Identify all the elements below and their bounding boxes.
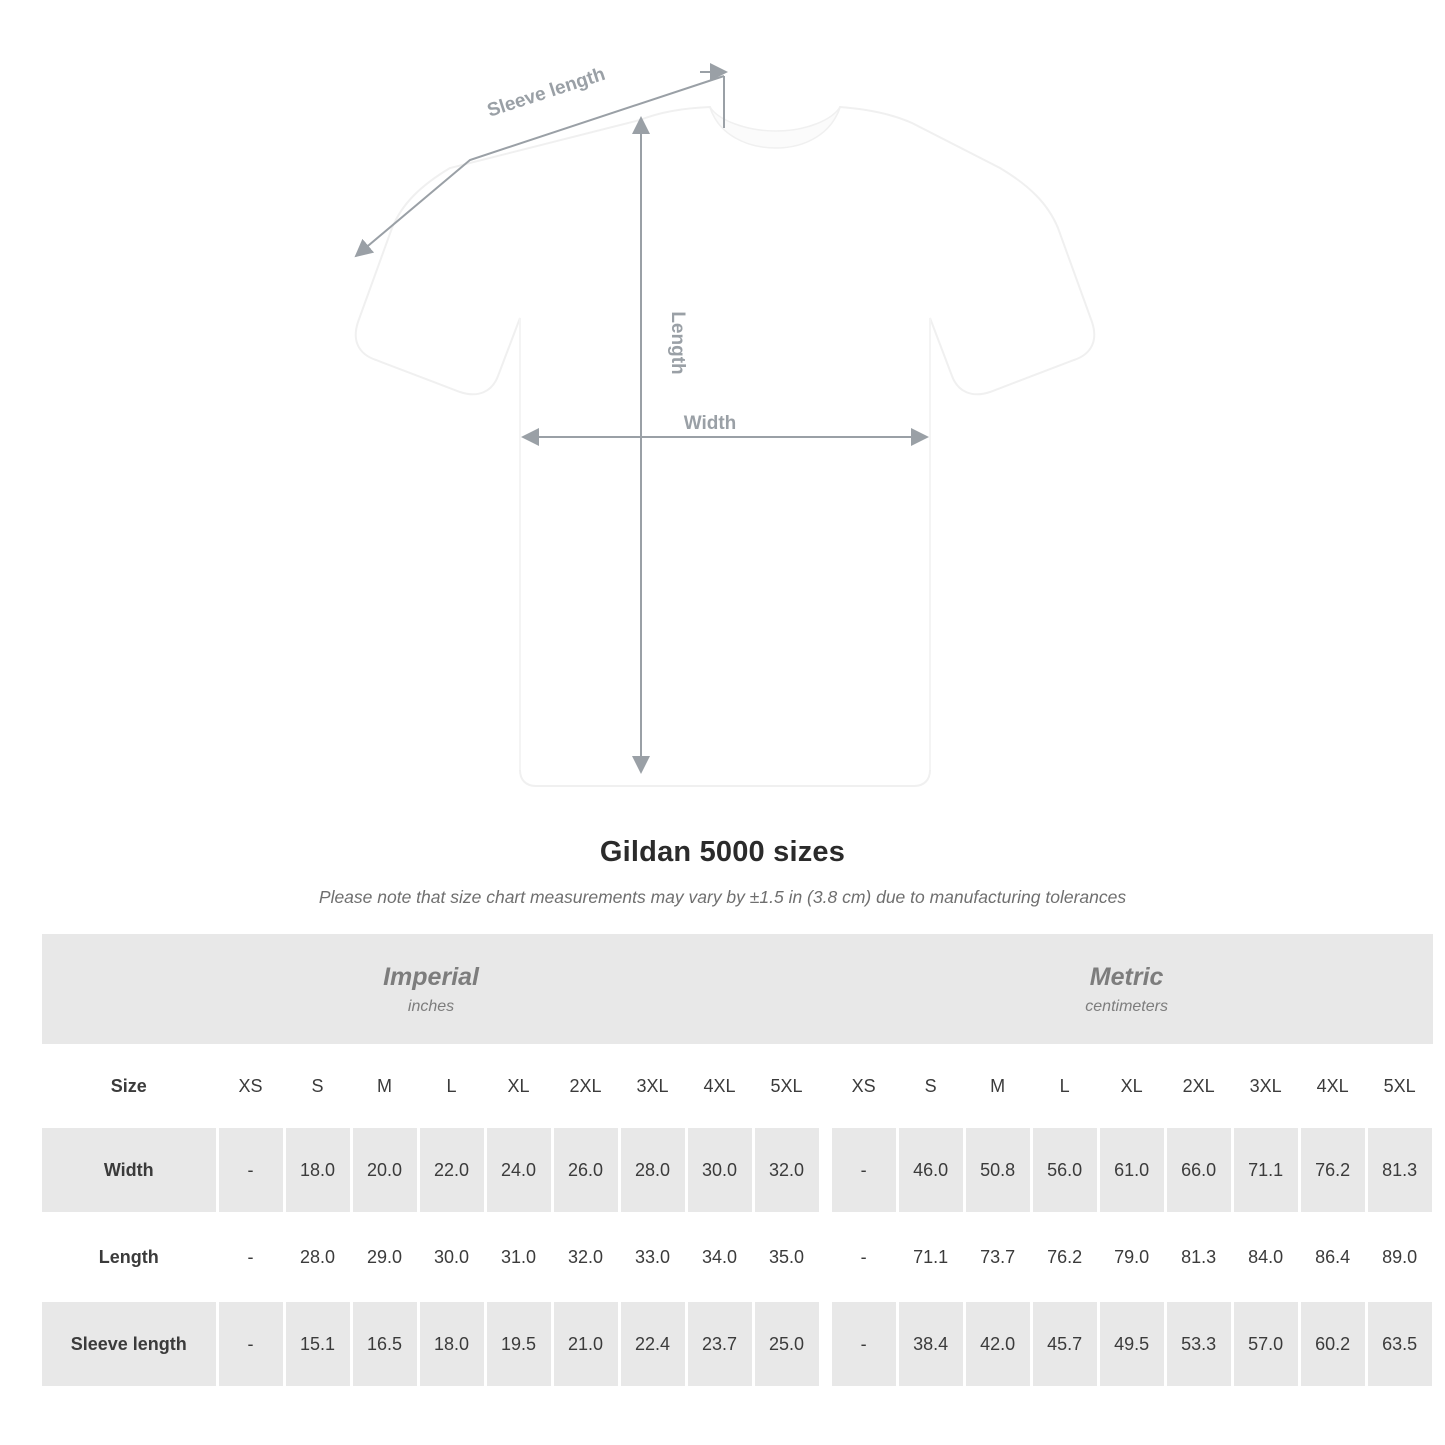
table-row	[42, 1301, 1433, 1388]
cell-length-met-l: 76.2	[1031, 1214, 1098, 1301]
cell-width-imp-l: 22.0	[418, 1128, 485, 1214]
cell-length-imp-3xl: 33.0	[619, 1214, 686, 1301]
size-header-met-4xl: 4XL	[1299, 1044, 1366, 1128]
cell-width-met-xl: 61.0	[1098, 1128, 1165, 1214]
size-header-imp-2xl: 2XL	[552, 1044, 619, 1128]
cell-length-met-2xl: 81.3	[1165, 1214, 1232, 1301]
column-gap	[820, 1128, 830, 1214]
cell-sleeve-imp-s: 15.1	[284, 1301, 351, 1388]
table-row	[42, 1128, 1433, 1214]
cell-sleeve-imp-3xl: 22.4	[619, 1301, 686, 1388]
cell-width-imp-s: 18.0	[284, 1128, 351, 1214]
cell-sleeve-imp-xl: 19.5	[485, 1301, 552, 1388]
size-header-imp-xl: XL	[485, 1044, 552, 1128]
row-label-width: Width	[42, 1128, 217, 1214]
cell-length-met-s: 71.1	[897, 1214, 964, 1301]
cell-sleeve-met-xs: -	[830, 1301, 897, 1388]
cell-width-met-2xl: 66.0	[1165, 1128, 1232, 1214]
size-header-met-l: L	[1031, 1044, 1098, 1128]
cell-sleeve-met-s: 38.4	[897, 1301, 964, 1388]
cell-length-imp-s: 28.0	[284, 1214, 351, 1301]
row-label-length: Length	[42, 1214, 217, 1301]
size-header-label: Size	[42, 1044, 217, 1128]
size-header-row	[42, 1044, 1433, 1128]
table-row	[42, 1214, 1433, 1301]
cell-sleeve-met-5xl: 63.5	[1366, 1301, 1433, 1388]
size-header-met-xl: XL	[1098, 1044, 1165, 1128]
unit-group-imperial	[42, 934, 820, 1044]
cell-sleeve-met-2xl: 53.3	[1165, 1301, 1232, 1388]
cell-length-imp-l: 30.0	[418, 1214, 485, 1301]
size-header-imp-s: S	[284, 1044, 351, 1128]
cell-length-met-xs: -	[830, 1214, 897, 1301]
size-header-met-m: M	[964, 1044, 1031, 1128]
tshirt-shape	[356, 107, 1095, 786]
title-block	[0, 836, 1445, 908]
cell-width-imp-xs: -	[217, 1128, 284, 1214]
cell-length-imp-2xl: 32.0	[552, 1214, 619, 1301]
cell-width-met-m: 50.8	[964, 1128, 1031, 1214]
column-gap	[820, 1301, 830, 1388]
unit-group-metric	[820, 934, 1433, 1044]
column-gap	[820, 1214, 830, 1301]
cell-width-imp-3xl: 28.0	[619, 1128, 686, 1214]
column-gap	[820, 1044, 830, 1128]
cell-length-met-xl: 79.0	[1098, 1214, 1165, 1301]
size-table-wrapper	[42, 934, 1418, 1389]
cell-width-met-5xl: 81.3	[1366, 1128, 1433, 1214]
cell-length-imp-xl: 31.0	[485, 1214, 552, 1301]
cell-sleeve-imp-m: 16.5	[351, 1301, 418, 1388]
cell-sleeve-met-l: 45.7	[1031, 1301, 1098, 1388]
cell-sleeve-imp-l: 18.0	[418, 1301, 485, 1388]
cell-sleeve-met-m: 42.0	[964, 1301, 1031, 1388]
size-header-met-3xl: 3XL	[1232, 1044, 1299, 1128]
cell-length-met-4xl: 86.4	[1299, 1214, 1366, 1301]
size-header-imp-m: M	[351, 1044, 418, 1128]
cell-length-met-5xl: 89.0	[1366, 1214, 1433, 1301]
length-label: Length	[667, 311, 688, 375]
size-table	[42, 934, 1435, 1389]
cell-sleeve-imp-5xl: 25.0	[753, 1301, 820, 1388]
cell-sleeve-imp-2xl: 21.0	[552, 1301, 619, 1388]
cell-width-met-4xl: 76.2	[1299, 1128, 1366, 1214]
cell-length-imp-4xl: 34.0	[686, 1214, 753, 1301]
size-header-imp-5xl: 5XL	[753, 1044, 820, 1128]
cell-width-imp-4xl: 30.0	[686, 1128, 753, 1214]
cell-width-met-3xl: 71.1	[1232, 1128, 1299, 1214]
cell-sleeve-met-4xl: 60.2	[1299, 1301, 1366, 1388]
cell-sleeve-imp-xs: -	[217, 1301, 284, 1388]
size-header-imp-l: L	[418, 1044, 485, 1128]
size-header-imp-4xl: 4XL	[686, 1044, 753, 1128]
unit-group-metric-sub: centimeters	[1085, 998, 1168, 1016]
unit-group-metric-name: Metric	[1089, 962, 1164, 991]
sleeve-length-label: Sleeve length	[484, 63, 608, 122]
unit-header-row	[42, 934, 1433, 1044]
size-header-imp-xs: XS	[217, 1044, 284, 1128]
cell-width-imp-5xl: 32.0	[753, 1128, 820, 1214]
cell-length-imp-5xl: 35.0	[753, 1214, 820, 1301]
cell-width-imp-xl: 24.0	[485, 1128, 552, 1214]
size-header-met-xs: XS	[830, 1044, 897, 1128]
cell-length-imp-m: 29.0	[351, 1214, 418, 1301]
size-header-met-s: S	[897, 1044, 964, 1128]
cell-width-imp-m: 20.0	[351, 1128, 418, 1214]
cell-sleeve-met-xl: 49.5	[1098, 1301, 1165, 1388]
cell-width-met-s: 46.0	[897, 1128, 964, 1214]
unit-group-imperial-name: Imperial	[383, 962, 479, 991]
unit-group-imperial-sub: inches	[407, 998, 455, 1016]
cell-width-met-xs: -	[830, 1128, 897, 1214]
chart-title: Gildan 5000 sizes	[599, 836, 846, 868]
size-header-met-2xl: 2XL	[1165, 1044, 1232, 1128]
chart-note: Please note that size chart measurements may vary by ±1.5 in (3.8 cm) due to manufacturing tolerances	[318, 887, 1127, 907]
row-label-sleeve-length: Sleeve length	[42, 1301, 217, 1388]
size-header-imp-3xl: 3XL	[619, 1044, 686, 1128]
width-label: Width	[683, 413, 737, 434]
cell-width-imp-2xl: 26.0	[552, 1128, 619, 1214]
cell-length-met-m: 73.7	[964, 1214, 1031, 1301]
cell-sleeve-imp-4xl: 23.7	[686, 1301, 753, 1388]
cell-sleeve-met-3xl: 57.0	[1232, 1301, 1299, 1388]
cell-width-met-l: 56.0	[1031, 1128, 1098, 1214]
cell-length-imp-xs: -	[217, 1214, 284, 1301]
cell-length-met-3xl: 84.0	[1232, 1214, 1299, 1301]
size-header-met-5xl: 5XL	[1366, 1044, 1433, 1128]
